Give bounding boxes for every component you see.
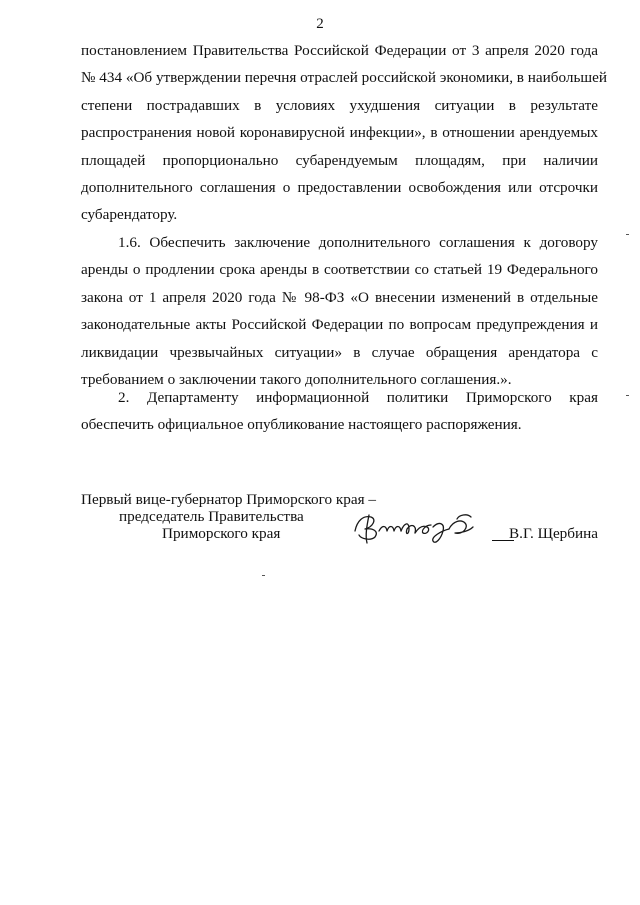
text-line: распространения новой коронавирусной инфекции», в отношении арендуемых bbox=[81, 124, 598, 142]
text-line: аренды о продлении срока аренды в соответствии со статьей 19 Федерального bbox=[81, 261, 598, 279]
text-line: № 434 «Об утверждении перечня отраслей российской экономики, в наибольшей bbox=[81, 69, 607, 87]
text-line: закона от 1 апреля 2020 года № 98-ФЗ «О внесении изменений в отдельные bbox=[81, 288, 598, 306]
text-line: требованием о заключении такого дополнительного соглашения.». bbox=[81, 371, 512, 389]
text-line: 1.6. Обеспечить заключение дополнительного соглашения к договору bbox=[118, 234, 598, 251]
signature-block bbox=[81, 491, 598, 561]
text-line: ликвидации чрезвычайных ситуации» в случае обращения арендатора с bbox=[81, 343, 598, 361]
paragraph-2 bbox=[81, 384, 598, 439]
scan-artifact bbox=[626, 395, 629, 396]
text-line: постановлением Правительства Российской Федерации от 3 апреля 2020 года bbox=[81, 42, 598, 59]
text-line: площадей пропорционально субарендуемым площадям, при наличии bbox=[81, 151, 598, 169]
paragraph-1-6 bbox=[81, 229, 598, 393]
handwritten-signature bbox=[349, 501, 494, 549]
text-line: обеспечить официальное опубликование настоящего распоряжения. bbox=[81, 416, 522, 434]
text-line: степени пострадавших в условиях ухудшения ситуации в результате bbox=[81, 96, 598, 114]
scan-artifact bbox=[262, 575, 265, 576]
text-line: дополнительного соглашения о предоставлении освобождения или отсрочки bbox=[81, 179, 598, 197]
paragraph-continuation bbox=[81, 37, 607, 229]
page-number: 2 bbox=[316, 16, 324, 32]
text-line: 2. Департаменту информационной политики Приморского края bbox=[118, 389, 598, 406]
signer-title-line3: Приморского края bbox=[162, 525, 281, 542]
text-line: законодательные акты Российской Федерации по вопросам предупреждения и bbox=[81, 316, 598, 334]
scan-artifact bbox=[626, 234, 629, 235]
signer-title-line2: председатель Правительства bbox=[119, 508, 304, 525]
text-line: субарендатору. bbox=[81, 206, 178, 224]
signer-name: В.Г. Щербина bbox=[509, 525, 598, 542]
signer-title-line1: Первый вице-губернатор Приморского края – bbox=[81, 491, 376, 508]
